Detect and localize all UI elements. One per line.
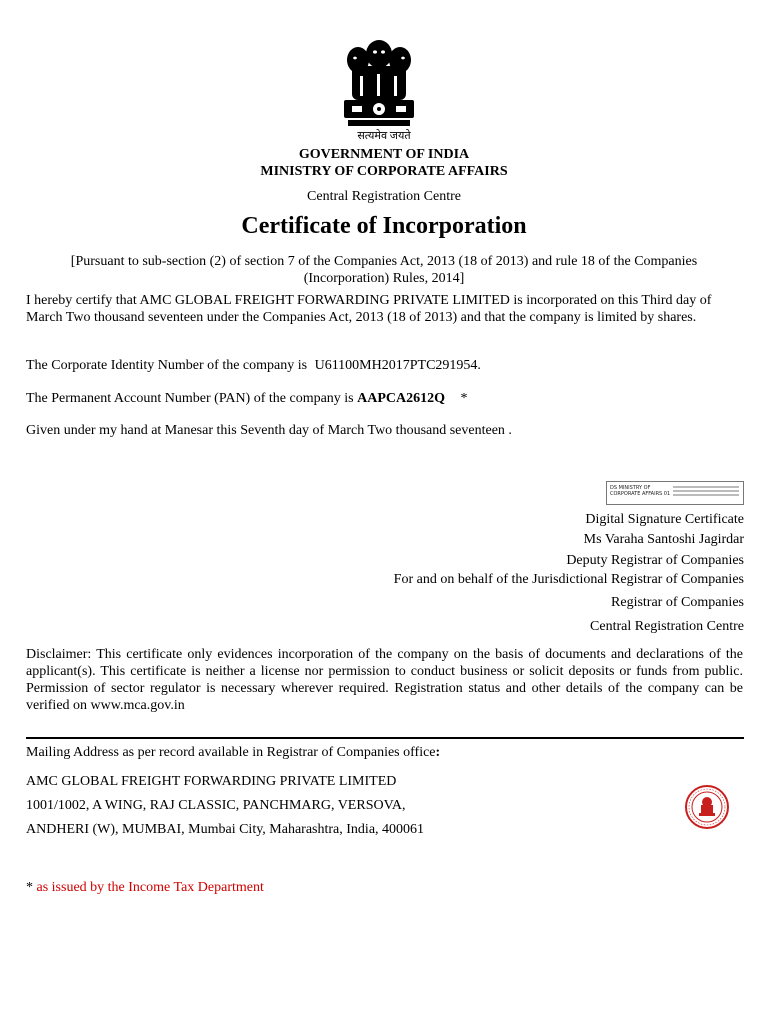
registrar-line: Registrar of Companies [611,595,744,610]
dsc-label: Digital Signature Certificate [585,512,744,527]
address-line-3: ANDHERI (W), MUMBAI, Mumbai City, Maharashtra, India, 400061 [26,822,425,837]
certificate-title: Certificate of Incorporation [241,213,527,239]
centre-line: Central Registration Centre [590,619,744,634]
pan-asterisk: * [460,391,468,406]
footnote [26,880,264,896]
pan-label: The Permanent Account Number (PAN) of the company is [26,391,354,406]
pan-value: AAPCA2612Q [357,391,446,406]
signatory-name: Ms Varaha Santoshi Jagirdar [583,532,744,547]
address-line-2: 1001/1002, A WING, RAJ CLASSIC, PANCHMARG, VERSOVA, [26,798,406,813]
footnote-asterisk: * [26,880,33,895]
government-heading: GOVERNMENT OF INDIA [298,147,470,162]
digital-signature-stamp [606,481,744,505]
pan-line [26,390,742,407]
on-behalf-line: For and on behalf of the Jurisdictional Registrar of Companies [393,572,744,587]
emblem-motto: सत्यमेव जयते [357,130,411,142]
mailing-address-heading [26,745,440,761]
ministry-heading: MINISTRY OF CORPORATE AFFAIRS [260,164,508,179]
cin-line [26,357,742,374]
disclaimer-paragraph: Disclaimer: This certificate only evidences incorporation of the company on the basis of documents and declarations of the applicant(s). This certificate is neither a license nor permission to conduct business or solicit deposits or funds from public. Permission of sector regulator is necessary wherever required. Registration status and other details of the company can be verified on www.mca.gov.in [26,647,743,713]
pursuant-clause: [Pursuant to sub-section (2) of section 7 of the Companies Act, 2013 (18 of 2013) and rule 18 of the Companies (Incorporation) Rules, 2014] [70,254,698,286]
certification-paragraph: I hereby certify that AMC GLOBAL FREIGHT FORWARDING PRIVATE LIMITED is incorporated on this Third day of March Two thousand seventeen under the Companies Act, 2013 (18 of 2013) and that the company is limited by shares. [26,293,712,325]
office-name: Central Registration Centre [307,189,461,204]
address-line-1: AMC GLOBAL FREIGHT FORWARDING PRIVATE LIMITED [26,774,397,789]
mailing-heading-text: Mailing Address as per record available in Registrar of Companies office [26,745,436,760]
signature-stamp-text: DS MINISTRY OF CORPORATE AFFAIRS 01 [610,485,671,497]
mailing-heading-colon: : [435,745,441,760]
signature-stamp-lines [673,484,739,502]
mca-seal-icon [684,784,730,830]
footnote-text: as issued by the Income Tax Department [33,880,264,895]
section-divider [26,737,744,739]
given-under-hand: Given under my hand at Manesar this Seventh day of March Two thousand seventeen . [26,423,512,438]
signatory-role: Deputy Registrar of Companies [566,553,744,568]
cin-label: The Corporate Identity Number of the company is [26,358,308,373]
cin-value: U61100MH2017PTC291954. [314,358,481,373]
